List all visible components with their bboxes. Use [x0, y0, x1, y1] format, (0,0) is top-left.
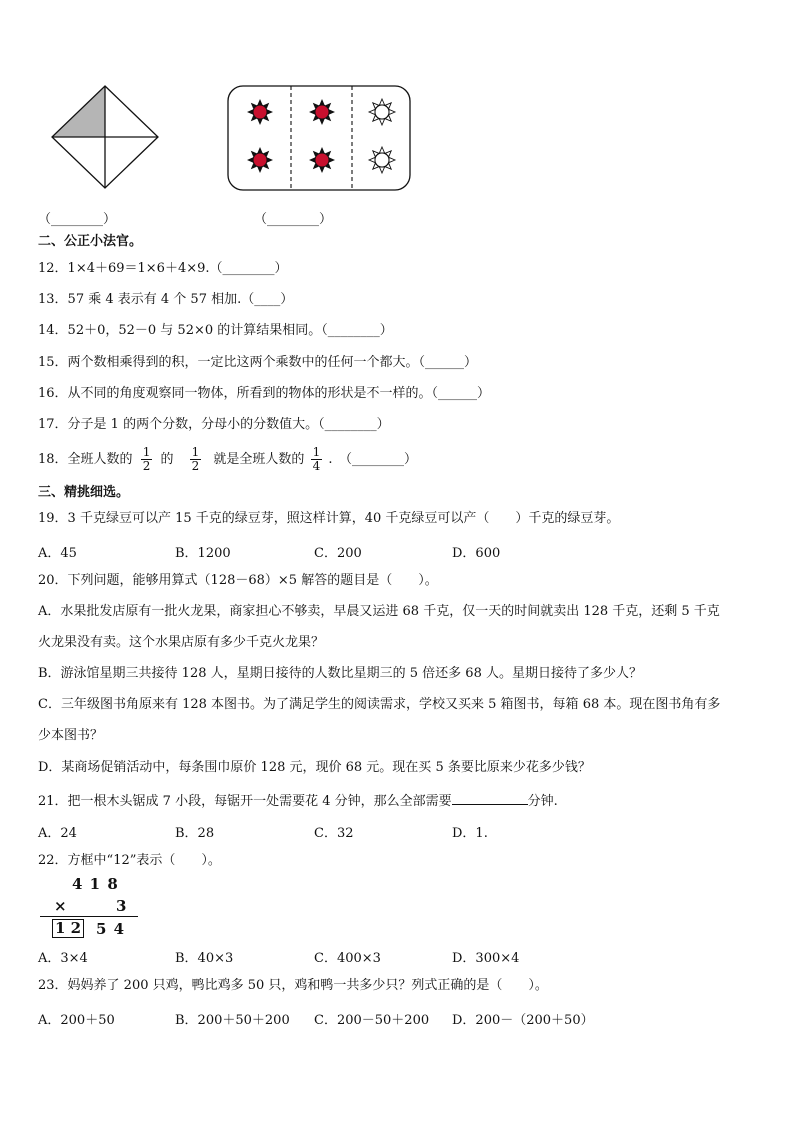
q21-unit: 分钟.	[527, 794, 558, 809]
fraction-one-half	[141, 446, 153, 473]
option-a: A．200＋50	[38, 1013, 115, 1028]
q21-options	[38, 822, 758, 841]
product-rest: 5 4	[96, 920, 125, 938]
question-16: 16．从不同的角度观察同一物体，所看到的物体的形状是不一样的。（______）	[38, 386, 491, 401]
q20-option-d: D．某商场促销活动中，每条围巾原价 128 元，现价 68 元。现在买 5 条要比原来少花多少钱？	[38, 760, 591, 775]
option-d: D．600	[452, 546, 501, 561]
question-15: 15．两个数相乘得到的积，一定比这两个乘数中的任何一个都大。（______）	[38, 355, 478, 370]
fraction-denominator: 2	[142, 459, 151, 473]
option-c: C．200	[314, 546, 362, 561]
section2-title: 二、公正小法官。	[38, 234, 143, 249]
multiplicand: 4 1 8	[72, 875, 118, 893]
times-sign: ×	[54, 897, 67, 915]
question-19: 19．3 千克绿豆可以产 15 千克的绿豆芽，照这样计算，40 千克绿豆可以产（ ）千克的绿豆芽。	[38, 511, 620, 526]
option-c: C．32	[314, 826, 354, 841]
question-22: 22．方框中“12”表示（ ）。	[38, 853, 221, 868]
q20-option-b: B．游泳馆星期三共接待 128 人，星期日接待的人数比星期三的 5 倍还多 68 人。星期日接待了多少人？	[38, 666, 642, 681]
question-18	[38, 440, 417, 480]
question-13: 13．57 乘 4 表示有 4 个 57 相加.（____）	[38, 292, 294, 307]
multiplier: 3	[116, 897, 127, 915]
fraction-numerator: 1	[191, 445, 200, 459]
question-21	[38, 791, 558, 810]
figure2-answer-blank: （________）	[254, 212, 333, 227]
fraction-numerator: 1	[312, 445, 321, 459]
red-sun-icon	[247, 99, 273, 125]
red-sun-icon	[247, 147, 273, 173]
q18-prefix: 18．全班人数的	[38, 452, 133, 467]
suns-figure	[226, 84, 412, 192]
option-a: A．24	[38, 826, 77, 841]
red-sun-icon	[309, 147, 335, 173]
question-12: 12．1×4＋69＝1×6＋4×9.（________）	[38, 261, 288, 276]
fraction-one-quarter	[311, 446, 323, 473]
question-23: 23．妈妈养了 200 只鸡，鸭比鸡多 50 只，鸡和鸭一共多少只？列式正确的是（ ）。	[38, 978, 548, 993]
option-d: D．1.	[452, 826, 488, 841]
option-b: B．200＋50＋200	[175, 1013, 290, 1028]
option-b: B．1200	[175, 546, 231, 561]
q18-mid2: 就是全班人数的	[213, 452, 305, 467]
figure1-answer-blank: （________）	[38, 212, 117, 227]
q21-answer-blank	[452, 791, 528, 805]
section3-title: 三、精挑细选。	[38, 485, 130, 500]
q20-option-a-line1: A．水果批发店原有一批火龙果，商家担心不够卖，早晨又运进 68 千克，仅一天的时间就卖出 128 千克，还剩 5 千克	[38, 604, 720, 619]
q21-text: 21．把一根木头锯成 7 小段，每锯开一处需要花 4 分钟，那么全部需要	[38, 794, 452, 809]
diamond-figure	[50, 84, 160, 190]
product-rule	[40, 916, 138, 917]
q19-options	[38, 542, 758, 561]
fraction-denominator: 2	[191, 459, 200, 473]
fraction-one-half	[190, 446, 202, 473]
question-17: 17．分子是 1 的两个分数，分母小的分数值大。（________）	[38, 417, 390, 432]
white-sun-icon	[369, 99, 395, 125]
q20-option-a-line2: 火龙果没有卖。这个水果店原有多少千克火龙果？	[38, 635, 325, 650]
fraction-numerator: 1	[142, 445, 151, 459]
fraction-denominator: 4	[312, 459, 321, 473]
option-b: B．28	[175, 826, 215, 841]
option-c: C．400×3	[314, 951, 381, 966]
option-a: A．3×4	[38, 951, 88, 966]
option-d: D．200－（200＋50）	[452, 1013, 594, 1028]
question-20: 20．下列问题，能够用算式（128－68）×5 解答的题目是（ ）。	[38, 573, 438, 588]
option-c: C．200－50＋200	[314, 1013, 430, 1028]
q18-mid: 的	[160, 452, 174, 467]
q20-option-c-line2: 少本图书？	[38, 728, 104, 743]
q18-suffix: . （________）	[328, 452, 417, 467]
red-sun-icon	[309, 99, 335, 125]
q20-option-c-line1: C．三年级图书角原来有 128 本图书。为了满足学生的阅读需求，学校又买来 5 箱图书，每箱 68 本。现在图书角有多	[38, 697, 721, 712]
q22-options	[38, 947, 758, 966]
option-a: A．45	[38, 546, 77, 561]
white-sun-icon	[369, 147, 395, 173]
option-d: D．300×4	[452, 951, 520, 966]
option-b: B．40×3	[175, 951, 234, 966]
boxed-partial-product: 1 2	[52, 919, 84, 938]
question-14: 14．52＋0，52－0 与 52×0 的计算结果相同。（________）	[38, 323, 393, 338]
q23-options	[38, 1009, 758, 1028]
